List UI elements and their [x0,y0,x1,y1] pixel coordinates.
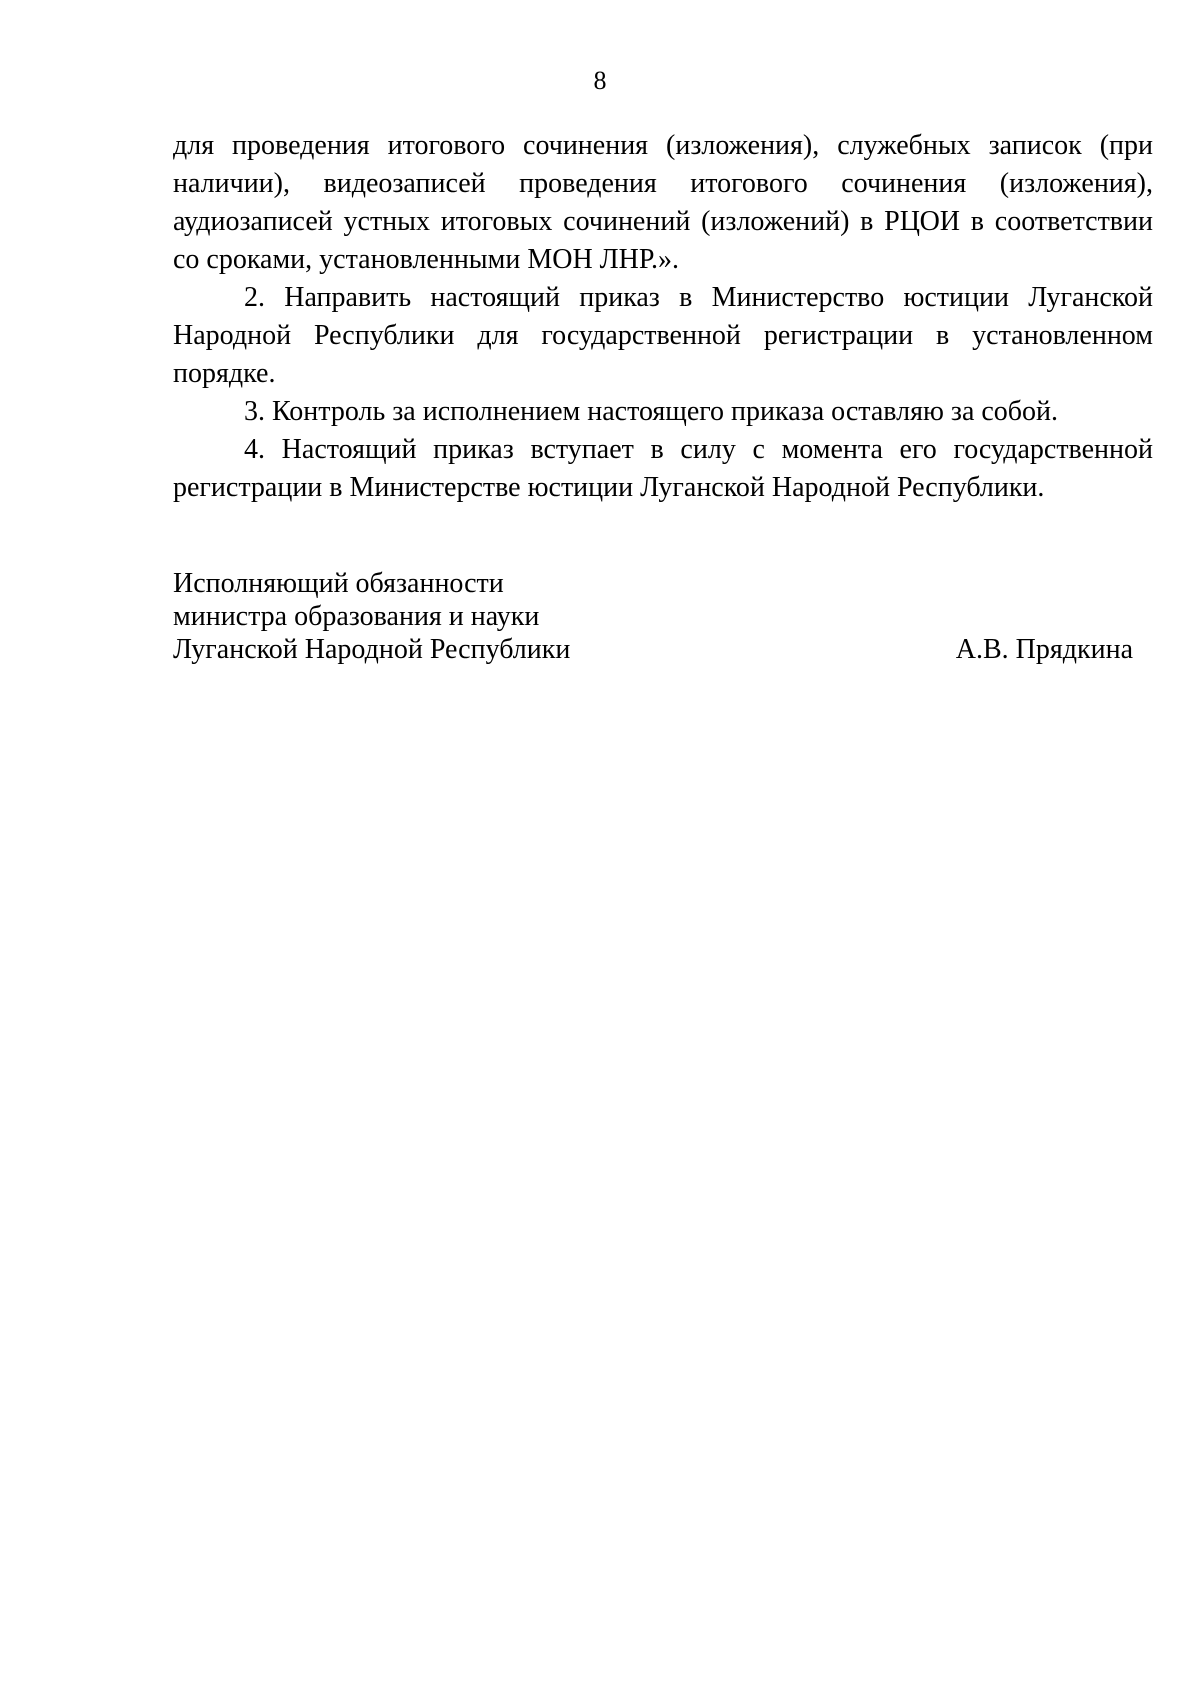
signature-block [173,567,1133,666]
signature-row [173,633,1133,666]
paragraph-item-2: 2. Направить настоящий приказ в Министерство юстиции Луганской Народной Республики для государственной регистрации в установленном порядке. [173,282,1153,389]
signatory-position-line-2: министра образования и науки [173,601,540,632]
paragraph-item-4: 4. Настоящий приказ вступает в силу с момента его государственной регистрации в Министерстве юстиции Луганской Народной Республики. [173,434,1153,503]
signatory-position-line-3: Луганской Народной Республики [173,634,571,665]
page-number: 8 [593,66,607,95]
signatory-name: А.В. Прядкина [955,634,1133,665]
paragraph-item-3: 3. Контроль за исполнением настоящего приказа оставляю за собой. [244,396,1059,427]
paragraph-continuation: для проведения итогового сочинения (изложения), служебных записок (при наличии), видеозаписей проведения итогового сочинения (изложения), аудиозаписей устных итоговых сочинений (изложений) в РЦОИ в соответствии со сроками, установленными МОН ЛНР.». [173,130,1153,275]
signatory-position-line-1: Исполняющий обязанности [173,568,504,599]
document-body [173,127,1153,507]
